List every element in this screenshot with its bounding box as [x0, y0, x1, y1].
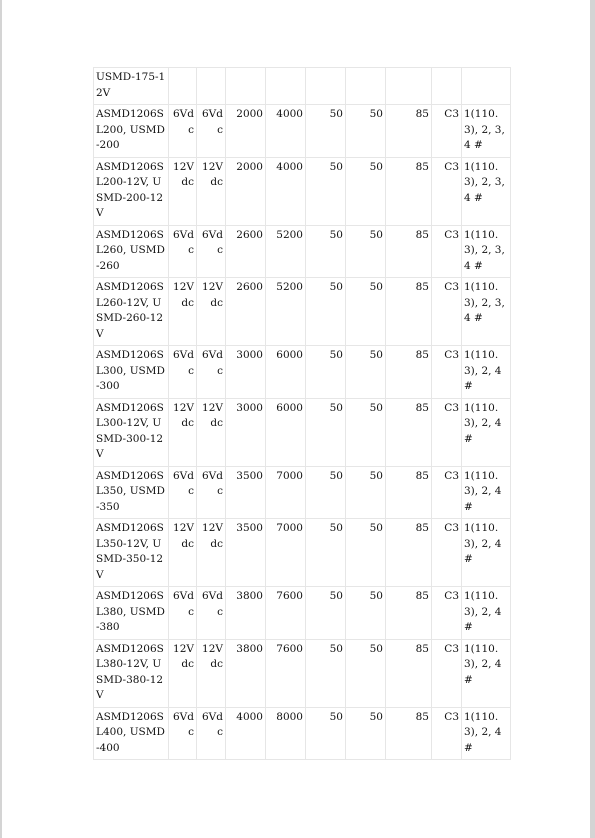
cell-col-9: C3: [432, 105, 462, 158]
cell-trip-current: 4000: [266, 157, 306, 225]
cell-col-6: 50: [306, 278, 346, 346]
table-row: [94, 466, 511, 519]
cell-part-number: ASMD1206SL380-12V, USMD-380-12V: [94, 639, 169, 707]
cell-col-6: 50: [306, 587, 346, 640]
cell-part-number: ASMD1206SL260-12V, USMD-260-12V: [94, 278, 169, 346]
cell-col-7: 50: [346, 398, 386, 466]
cell-hold-current: 3800: [226, 587, 266, 640]
cell-trip-current: 8000: [266, 707, 306, 760]
table-row: [94, 346, 511, 399]
cell-notes: 1(110.3), 2, 4 #: [462, 587, 511, 640]
cell-col-8: 85: [386, 346, 432, 399]
cell-rated-voltage: 12Vdc: [169, 278, 197, 346]
cell-col-9: C3: [432, 398, 462, 466]
cell-col-7: 50: [346, 707, 386, 760]
cell-col-9: C3: [432, 346, 462, 399]
table-row: [94, 68, 511, 105]
cell-col-9: C3: [432, 587, 462, 640]
cell-trip-current: 7600: [266, 587, 306, 640]
cell-part-number: ASMD1206SL350, USMD-350: [94, 466, 169, 519]
cell-col-6: 50: [306, 466, 346, 519]
table-row: [94, 707, 511, 760]
cell-hold-current: 2600: [226, 278, 266, 346]
cell-col-6: [306, 68, 346, 105]
cell-col-6: 50: [306, 157, 346, 225]
cell-hold-current: 3800: [226, 639, 266, 707]
cell-col-7: 50: [346, 587, 386, 640]
cell-hold-current: 2000: [226, 105, 266, 158]
cell-col-8: 85: [386, 157, 432, 225]
cell-part-number: ASMD1206SL300, USMD-300: [94, 346, 169, 399]
cell-rated-voltage: [169, 68, 197, 105]
cell-col-7: 50: [346, 519, 386, 587]
table-row: [94, 278, 511, 346]
cell-col-7: 50: [346, 278, 386, 346]
cell-max-voltage: [197, 68, 226, 105]
cell-trip-current: 7000: [266, 466, 306, 519]
cell-col-6: 50: [306, 639, 346, 707]
cell-rated-voltage: 6Vdc: [169, 587, 197, 640]
cell-trip-current: 7600: [266, 639, 306, 707]
cell-col-8: 85: [386, 519, 432, 587]
cell-col-9: C3: [432, 639, 462, 707]
cell-max-voltage: 12Vdc: [197, 398, 226, 466]
cell-col-7: 50: [346, 466, 386, 519]
cell-trip-current: 7000: [266, 519, 306, 587]
cell-hold-current: 3000: [226, 398, 266, 466]
cell-col-9: C3: [432, 225, 462, 278]
cell-notes: 1(110.3), 2, 4 #: [462, 639, 511, 707]
cell-rated-voltage: 6Vdc: [169, 466, 197, 519]
cell-col-8: 85: [386, 707, 432, 760]
cell-max-voltage: 6Vdc: [197, 707, 226, 760]
cell-col-9: C3: [432, 519, 462, 587]
cell-hold-current: 2000: [226, 157, 266, 225]
cell-col-7: 50: [346, 225, 386, 278]
cell-part-number: ASMD1206SL200, USMD-200: [94, 105, 169, 158]
cell-notes: 1(110.3), 2, 4 #: [462, 346, 511, 399]
spec-table-body: [94, 68, 511, 760]
cell-hold-current: 2600: [226, 225, 266, 278]
cell-notes: 1(110.3), 2, 3, 4 #: [462, 278, 511, 346]
cell-rated-voltage: 12Vdc: [169, 398, 197, 466]
cell-hold-current: [226, 68, 266, 105]
cell-part-number: ASMD1206SL260, USMD-260: [94, 225, 169, 278]
cell-max-voltage: 12Vdc: [197, 519, 226, 587]
cell-hold-current: 3500: [226, 519, 266, 587]
cell-hold-current: 4000: [226, 707, 266, 760]
cell-hold-current: 3000: [226, 346, 266, 399]
cell-notes: 1(110.3), 2, 4 #: [462, 466, 511, 519]
cell-trip-current: 6000: [266, 346, 306, 399]
cell-col-6: 50: [306, 707, 346, 760]
spec-table: [93, 67, 511, 760]
cell-max-voltage: 6Vdc: [197, 346, 226, 399]
cell-col-9: C3: [432, 466, 462, 519]
cell-col-8: 85: [386, 587, 432, 640]
cell-col-6: 50: [306, 519, 346, 587]
cell-notes: 1(110.3), 2, 4 #: [462, 519, 511, 587]
cell-rated-voltage: 12Vdc: [169, 157, 197, 225]
document-page: [2, 0, 590, 838]
cell-part-number: ASMD1206SL300-12V, USMD-300-12V: [94, 398, 169, 466]
table-row: [94, 398, 511, 466]
cell-max-voltage: 12Vdc: [197, 157, 226, 225]
cell-col-8: 85: [386, 225, 432, 278]
cell-col-7: 50: [346, 346, 386, 399]
cell-trip-current: 6000: [266, 398, 306, 466]
cell-part-number: ASMD1206SL400, USMD-400: [94, 707, 169, 760]
table-row: [94, 587, 511, 640]
cell-notes: 1(110.3), 2, 3, 4 #: [462, 105, 511, 158]
cell-col-9: C3: [432, 157, 462, 225]
cell-notes: [462, 68, 511, 105]
cell-part-number: ASMD1206SL350-12V, USMD-350-12V: [94, 519, 169, 587]
cell-max-voltage: 12Vdc: [197, 278, 226, 346]
cell-col-6: 50: [306, 105, 346, 158]
cell-col-8: 85: [386, 105, 432, 158]
table-row: [94, 105, 511, 158]
cell-part-number: ASMD1206SL380, USMD-380: [94, 587, 169, 640]
cell-max-voltage: 6Vdc: [197, 587, 226, 640]
cell-col-8: 85: [386, 278, 432, 346]
cell-notes: 1(110.3), 2, 3, 4 #: [462, 157, 511, 225]
cell-rated-voltage: 12Vdc: [169, 639, 197, 707]
cell-notes: 1(110.3), 2, 4 #: [462, 707, 511, 760]
cell-trip-current: [266, 68, 306, 105]
cell-rated-voltage: 12Vdc: [169, 519, 197, 587]
cell-max-voltage: 6Vdc: [197, 105, 226, 158]
cell-trip-current: 5200: [266, 278, 306, 346]
cell-hold-current: 3500: [226, 466, 266, 519]
cell-col-8: 85: [386, 639, 432, 707]
cell-col-7: 50: [346, 157, 386, 225]
cell-col-8: 85: [386, 466, 432, 519]
cell-col-8: 85: [386, 398, 432, 466]
cell-col-7: [346, 68, 386, 105]
cell-col-8: [386, 68, 432, 105]
cell-notes: 1(110.3), 2, 3, 4 #: [462, 225, 511, 278]
table-row: [94, 519, 511, 587]
cell-trip-current: 4000: [266, 105, 306, 158]
cell-part-number: ASMD1206SL200-12V, USMD-200-12V: [94, 157, 169, 225]
cell-rated-voltage: 6Vdc: [169, 105, 197, 158]
cell-trip-current: 5200: [266, 225, 306, 278]
cell-part-number: USMD-175-12V: [94, 68, 169, 105]
cell-col-6: 50: [306, 398, 346, 466]
cell-rated-voltage: 6Vdc: [169, 346, 197, 399]
cell-col-6: 50: [306, 225, 346, 278]
cell-rated-voltage: 6Vdc: [169, 225, 197, 278]
cell-max-voltage: 6Vdc: [197, 225, 226, 278]
cell-rated-voltage: 6Vdc: [169, 707, 197, 760]
cell-max-voltage: 12Vdc: [197, 639, 226, 707]
cell-col-6: 50: [306, 346, 346, 399]
table-row: [94, 225, 511, 278]
cell-col-9: C3: [432, 707, 462, 760]
cell-col-9: [432, 68, 462, 105]
table-row: [94, 157, 511, 225]
cell-notes: 1(110.3), 2, 4 #: [462, 398, 511, 466]
cell-col-7: 50: [346, 105, 386, 158]
table-row: [94, 639, 511, 707]
cell-col-7: 50: [346, 639, 386, 707]
cell-max-voltage: 6Vdc: [197, 466, 226, 519]
cell-col-9: C3: [432, 278, 462, 346]
